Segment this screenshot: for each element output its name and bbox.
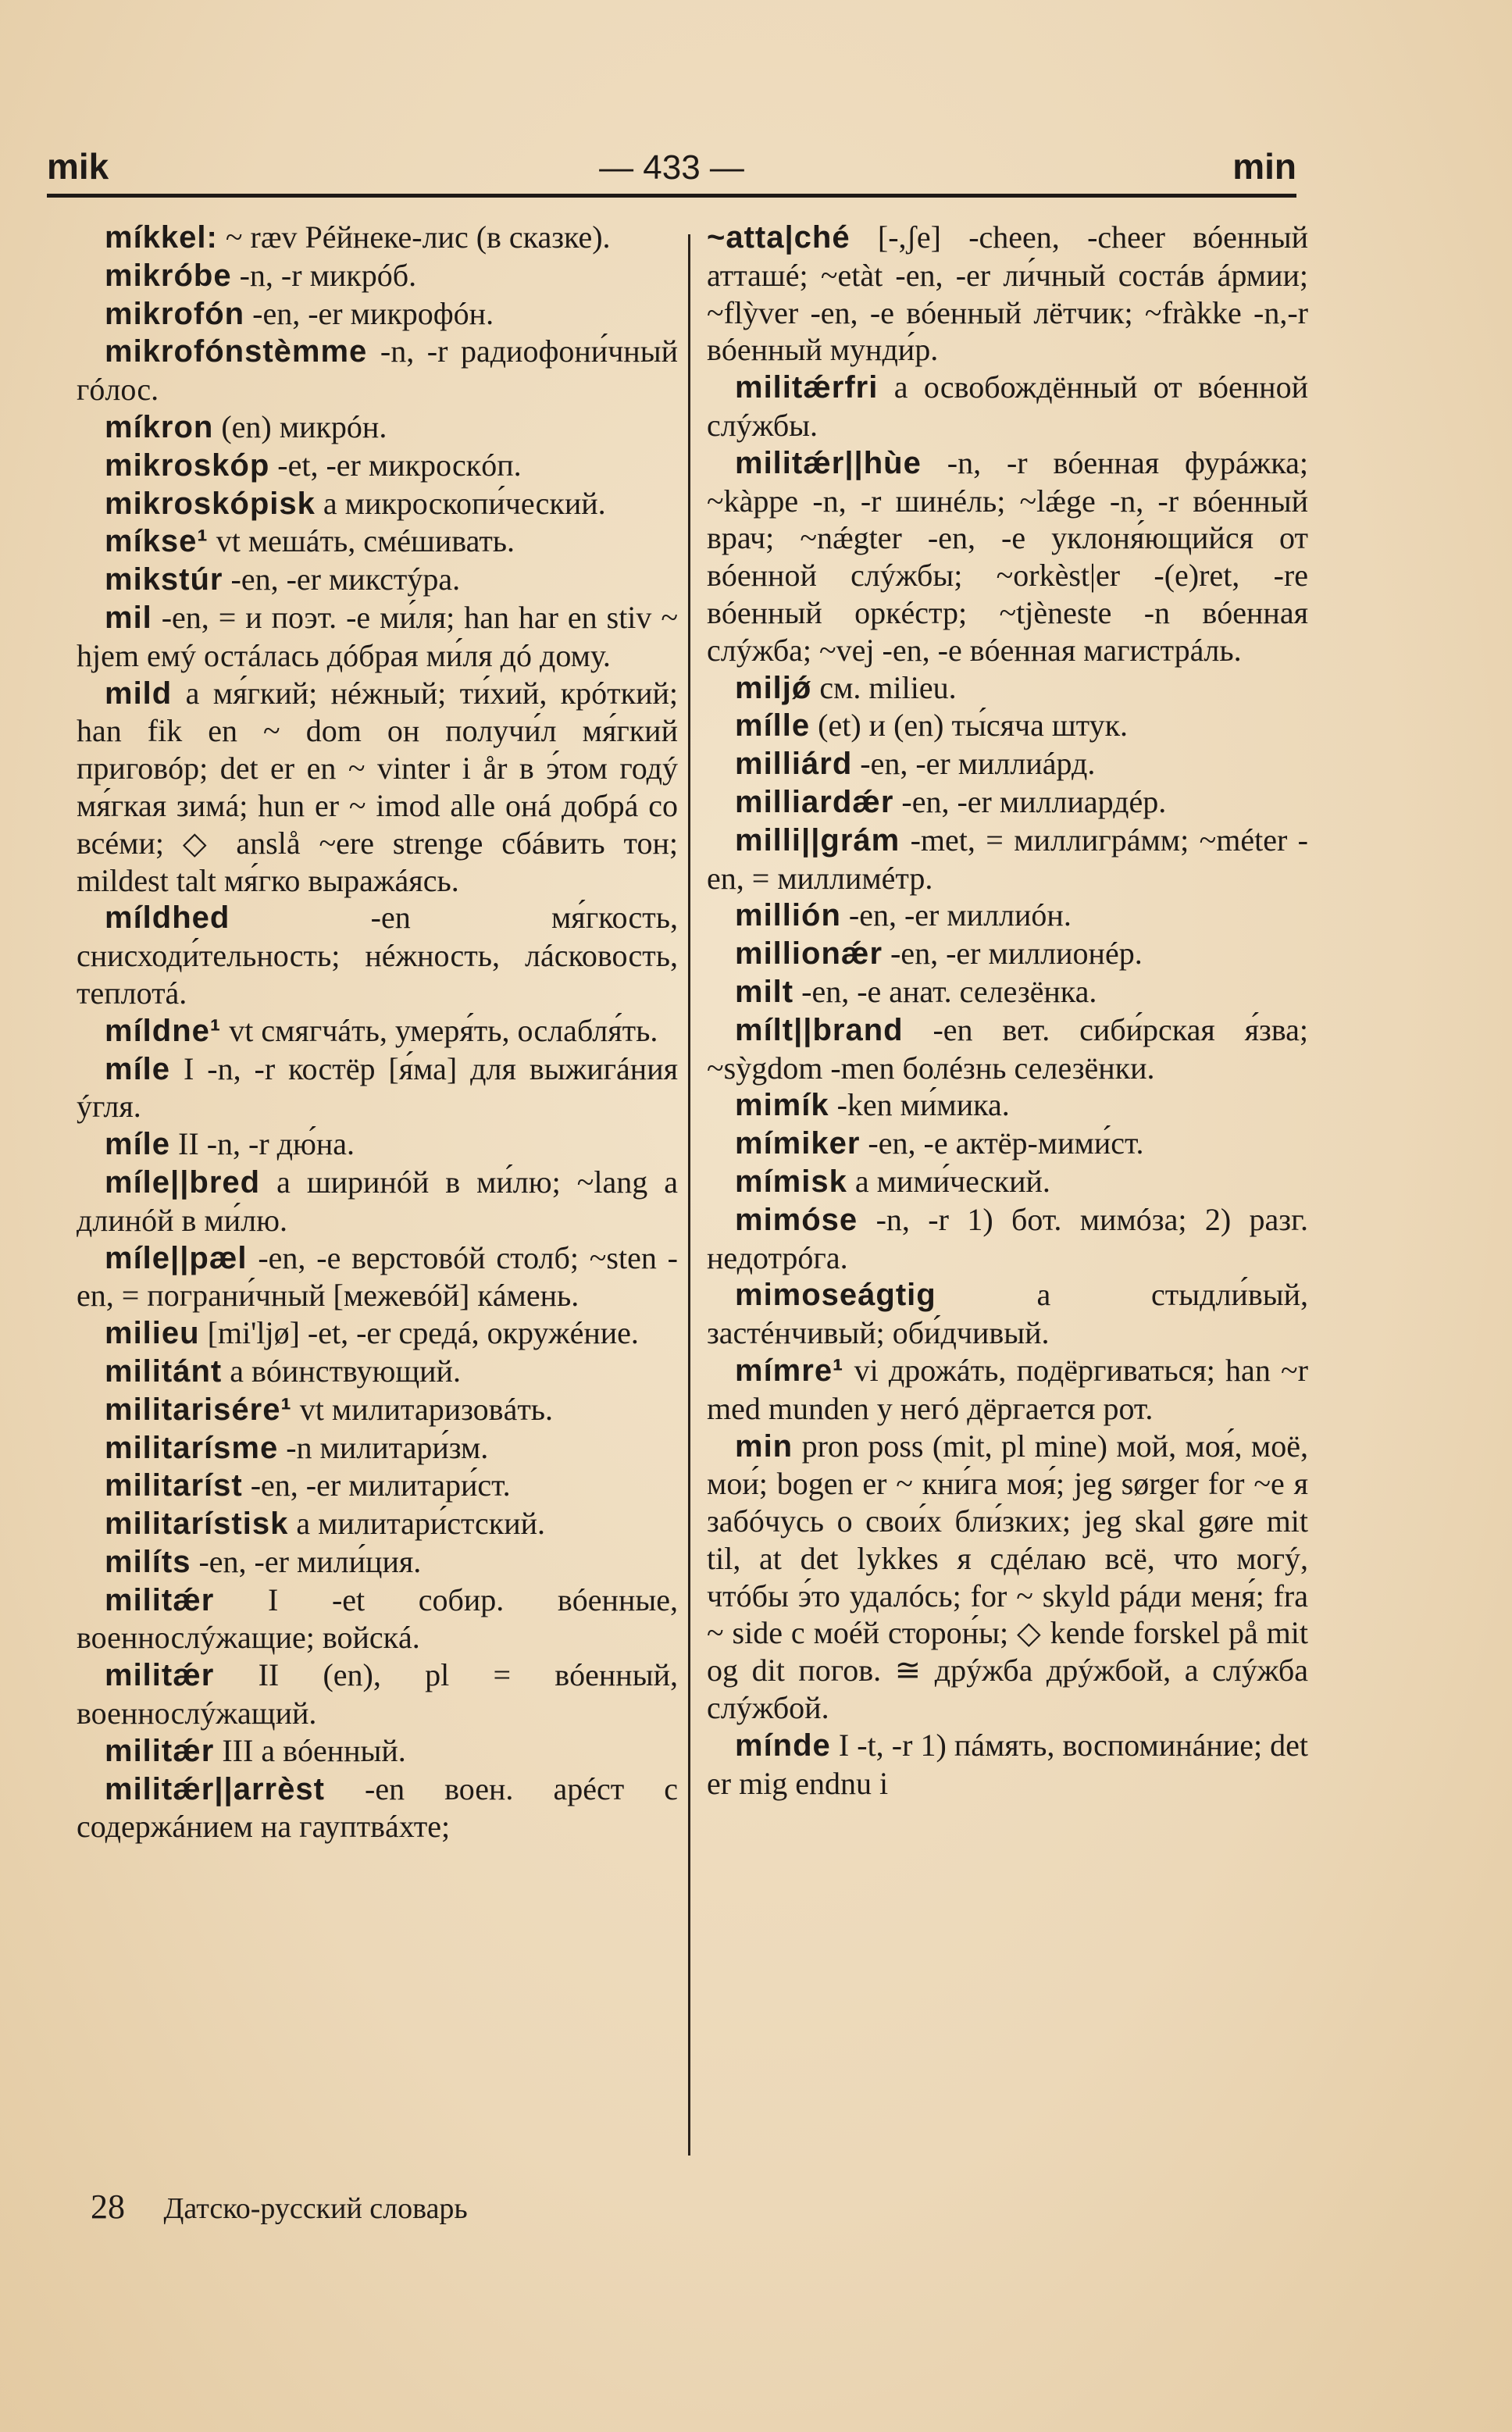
entry-headword: míkse¹ xyxy=(105,524,209,559)
entry-headword: mimoseágtig xyxy=(735,1278,936,1313)
entry-definition: -en, -er миллионéр. xyxy=(883,936,1143,972)
entry-definition: -en, -e анат. селезёнка. xyxy=(793,973,1097,1009)
entry-definition: -n, -r вóенная фурáжка; ~kàppe -n, -r шинéль; ~lǽge -n, -r вóенный врач; ~nǽgter -en, -e уклоня́ющийся от вóенной слýжбы; ~orkèst|er -(e)ret, -re вóенный оркéстр; ~tjèneste -n вóенная слýжба; ~vej -en, -e вóенная магистрáль. xyxy=(707,444,1308,668)
dictionary-entry xyxy=(707,935,1308,973)
entry-headword: mikrofónstèmme xyxy=(105,334,368,369)
entry-definition: I -n, -r костёр [я́ма] для выжигáния ýгля. xyxy=(77,1050,678,1125)
entry-headword: mikroskóp xyxy=(105,448,270,483)
entry-headword: militǽr xyxy=(105,1582,215,1617)
entry-headword: míkron xyxy=(105,409,214,444)
dictionary-entry xyxy=(77,1164,678,1239)
dictionary-entry xyxy=(77,333,678,408)
entry-definition: -en мя́гкость, снисходи́тельность; нéжность, лáсковость, теплотá. xyxy=(77,900,678,1011)
entry-definition: -met, = миллигрáмм; ~méter -en, = миллимéтр. xyxy=(707,822,1308,896)
dictionary-entry xyxy=(77,899,678,1011)
entry-definition: vt мешáть, смéшивать. xyxy=(208,523,515,559)
entry-definition: [-,ʃe] -cheen, -cheer вóенный атташé; ~etàt -en, -er ли́чный состáв áрмии; ~flỳver -en, -e вóенный лётчик; ~fràkke -n,-r вóенный мунди́р. xyxy=(707,219,1308,368)
dictionary-entry xyxy=(707,369,1308,444)
column-divider xyxy=(688,234,690,2156)
entry-definition: a мими́ческий. xyxy=(847,1163,1050,1199)
entry-headword: milieu xyxy=(105,1316,200,1351)
dictionary-entry xyxy=(77,485,678,523)
entry-definition: vt милитаризовáть. xyxy=(291,1391,554,1427)
dictionary-entry xyxy=(77,1239,678,1315)
entry-definition: a вóинствующий. xyxy=(222,1353,461,1389)
dictionary-entry xyxy=(77,1353,678,1391)
entry-headword: mil xyxy=(105,600,152,635)
dictionary-entry xyxy=(77,408,678,447)
entry-headword: mímre¹ xyxy=(735,1353,844,1388)
entry-headword: militǽr xyxy=(105,1733,215,1768)
entry-definition: vi дрожáть, подёргиваться; han ~r med munden у негó дёргается рот. xyxy=(707,1352,1308,1426)
entry-definition: -n, -r микрóб. xyxy=(231,257,417,293)
entry-headword: militarístisk xyxy=(105,1507,289,1542)
entry-definition: II -n, -r дю́на. xyxy=(170,1126,355,1162)
entry-headword: mimóse xyxy=(735,1202,858,1237)
entry-headword: millión xyxy=(735,898,841,933)
entry-definition: -ken ми́мика. xyxy=(829,1087,1010,1123)
entry-headword: mínde xyxy=(735,1728,831,1763)
footer-title: Датско-русский словарь xyxy=(163,2192,468,2225)
entry-headword: militánt xyxy=(105,1353,223,1389)
entry-headword: míle||bred xyxy=(105,1164,261,1200)
entry-definition: -en, -er микстýра. xyxy=(223,562,461,597)
dictionary-entry xyxy=(707,1086,1308,1125)
entry-definition: -en, -er миллиóн. xyxy=(840,897,1072,933)
entry-definition: -n милитари́зм. xyxy=(278,1429,489,1465)
dictionary-entry xyxy=(77,1391,678,1429)
entry-definition: I -t, -r 1) пáмять, воспоминáние; det er mig endnu i xyxy=(707,1727,1308,1801)
dictionary-entry xyxy=(707,1163,1308,1201)
dictionary-entry xyxy=(77,1582,678,1657)
dictionary-entry xyxy=(77,1543,678,1582)
entry-definition: a освобождённый от вóенной слýжбы. xyxy=(707,369,1308,443)
entry-definition: (et) и (en) ты́сяча штук. xyxy=(810,708,1129,744)
dictionary-entry xyxy=(77,257,678,295)
dictionary-entry xyxy=(707,1125,1308,1163)
entry-definition: vt смягчáть, умеря́ть, ослабля́ть. xyxy=(221,1012,658,1048)
entry-headword: militǽr||hùe xyxy=(735,445,922,480)
entry-definition: -n, -r радиофони́чный гóлос. xyxy=(77,333,678,408)
dictionary-entry xyxy=(707,783,1308,822)
dictionary-entry xyxy=(77,561,678,599)
dictionary-entry xyxy=(77,1429,678,1467)
entry-headword: milliardǽr xyxy=(735,784,894,819)
dictionary-entry xyxy=(707,1727,1308,1803)
entry-headword: milliárd xyxy=(735,747,853,782)
entry-headword: militarisére¹ xyxy=(105,1392,292,1427)
header-right-guideword: min xyxy=(1232,146,1296,187)
header-rule xyxy=(47,194,1296,198)
dictionary-entry xyxy=(77,1467,678,1505)
dictionary-entry xyxy=(77,1314,678,1353)
dictionary-entry xyxy=(77,1012,678,1050)
entry-definition: -en, -e актёр-мими́ст. xyxy=(860,1125,1144,1161)
header-page-number: — 433 — xyxy=(599,148,744,187)
entry-definition: -et, -er микроскóп. xyxy=(269,447,522,483)
entry-definition: a мя́гкий; нéжный; ти́хий, крóткий; han fik en ~ dom он получи́л мя́гкий приговóр; det er en ~ vinter i år в э́том годý мя́гкая зимá; hun er ~ imod alle онá добрá со всéми; ◇ anslå ~ere strenge сбáвить тон; mildest talt мя́гко выражáясь. xyxy=(77,675,678,898)
entry-definition: a ширинóй в ми́лю; ~lang a длинóй в ми́лю. xyxy=(77,1164,678,1238)
entry-definition: a микроскопи́ческий. xyxy=(315,485,606,521)
entry-definition: -en, -er миллиардéр. xyxy=(893,783,1167,819)
dictionary-entry xyxy=(707,219,1308,369)
entry-definition: [mi'ljø] -et, -er средá, окружéние. xyxy=(199,1315,639,1351)
entry-definition: II (en), pl = вóенный, военнослýжащий. xyxy=(77,1657,678,1731)
dictionary-entry xyxy=(707,1428,1308,1727)
entry-headword: miljǿ xyxy=(735,670,812,705)
entry-headword: mikróbe xyxy=(105,258,232,293)
entry-definition: -en, -e верстовóй столб; ~sten -en, = пограни́чный [межевóй] кáмень. xyxy=(77,1239,678,1314)
dictionary-entry xyxy=(77,1505,678,1543)
footer xyxy=(91,2187,468,2227)
dictionary-entry xyxy=(77,599,678,675)
entry-headword: míle xyxy=(105,1127,171,1162)
entry-headword: milli||grám xyxy=(735,822,900,858)
entry-headword: míldhed xyxy=(105,900,230,936)
entry-headword: mikstúr xyxy=(105,562,223,597)
dictionary-entry xyxy=(707,822,1308,897)
dictionary-entry xyxy=(77,295,678,333)
dictionary-entry xyxy=(707,1276,1308,1352)
entry-headword: míllе xyxy=(735,708,811,744)
entry-headword: militǽr xyxy=(105,1658,215,1693)
entry-definition: -en, -er милитари́ст. xyxy=(242,1467,511,1503)
dictionary-entry xyxy=(707,745,1308,783)
entry-definition: a стыдли́вый, застéнчивый; оби́дчивый. xyxy=(707,1277,1308,1351)
dictionary-entry xyxy=(707,897,1308,935)
entry-headword: mild xyxy=(105,676,173,711)
dictionary-entry xyxy=(77,1732,678,1771)
dictionary-entry xyxy=(77,1656,678,1732)
entry-definition: -en, -er микрофóн. xyxy=(244,295,494,331)
entry-headword: mikroskópisk xyxy=(105,486,316,521)
entry-headword: mímisk xyxy=(735,1164,847,1199)
dictionary-entry xyxy=(707,707,1308,745)
dictionary-entry xyxy=(77,1125,678,1164)
entry-definition: (en) микрóн. xyxy=(213,408,387,444)
right-column xyxy=(707,219,1308,1802)
entry-definition: -en, -er миллиáрд. xyxy=(852,746,1096,782)
entry-headword: mílt||brand xyxy=(735,1012,904,1047)
dictionary-entry xyxy=(77,1050,678,1126)
entry-headword: militaríst xyxy=(105,1468,243,1503)
entry-headword: míle||pæl xyxy=(105,1240,248,1275)
entry-definition: a милитари́стский. xyxy=(288,1506,546,1542)
page-header xyxy=(47,141,1296,195)
entry-headword: militǽrfri xyxy=(735,370,879,405)
entry-definition: см. milieu. xyxy=(811,669,957,705)
entry-headword: mikrofón xyxy=(105,296,245,331)
entry-headword: millionǽr xyxy=(735,936,883,972)
entry-headword: militǽr||arrèst xyxy=(105,1771,325,1806)
entry-headword: milíts xyxy=(105,1544,191,1579)
entry-headword: ~atta|ché xyxy=(707,220,850,255)
dictionary-entry xyxy=(77,447,678,485)
entry-headword: milt xyxy=(735,974,794,1009)
entry-headword: min xyxy=(735,1428,793,1464)
entry-definition: III a вóенный. xyxy=(214,1732,406,1768)
entry-headword: míle xyxy=(105,1051,171,1086)
entry-definition: -en, -er мили́ция. xyxy=(191,1543,422,1579)
entry-definition: pron poss (mit, pl mine) мой, моя́, моё, мои́; bogen er ~ кни́га моя́; jeg sørger for ~e я забóчусь о свои́х бли́зких; jeg skal gøre mit til, at det lykkes я сдéлаю всё, что могý, чтóбы э́то удалóсь; for ~ skyld рáди меня́; fra ~ side с моéй сторон́ы; ◇ kende forskel på mit og dit погов. ≅ дрýжба дрýжбой, а слýжба слýжбой. xyxy=(707,1428,1308,1726)
footer-signature-number: 28 xyxy=(91,2188,125,2226)
header-left-guideword: mik xyxy=(47,146,109,187)
dictionary-entry xyxy=(77,675,678,900)
entry-definition: ~ ræv Рéйнеке-лис (в сказке). xyxy=(217,219,611,255)
dictionary-entry xyxy=(77,522,678,561)
dictionary-entry xyxy=(707,1011,1308,1087)
entry-headword: míkkel: xyxy=(105,220,218,255)
dictionary-entry xyxy=(707,444,1308,669)
left-column xyxy=(77,219,678,1845)
entry-definition: -en, = и поэт. -e ми́ля; han har en stiv ~ hjem емý остáлась дóбрая ми́ля дó дому. xyxy=(77,599,678,673)
entry-headword: mimík xyxy=(735,1088,829,1123)
dictionary-entry xyxy=(77,219,678,257)
entry-definition: I -et собир. вóенные, военнослýжащие; войскá. xyxy=(77,1582,678,1656)
dictionary-entry xyxy=(707,669,1308,708)
dictionary-entry xyxy=(77,1771,678,1846)
entry-definition: -en воен. арéст с содержáнием на гауптвáхте; xyxy=(77,1771,678,1845)
dictionary-entry xyxy=(707,973,1308,1011)
entry-headword: mímiker xyxy=(735,1126,861,1161)
entry-headword: míldne¹ xyxy=(105,1013,222,1048)
dictionary-entry xyxy=(707,1201,1308,1277)
entry-definition: -n, -r 1) бот. мимóза; 2) разг. недотрóга. xyxy=(707,1201,1308,1275)
dictionary-entry xyxy=(707,1352,1308,1428)
entry-definition: -en вет. сиби́рская я́зва; ~sỳgdom -men болéзнь селезёнки. xyxy=(707,1011,1308,1086)
entry-headword: militarísme xyxy=(105,1430,279,1465)
